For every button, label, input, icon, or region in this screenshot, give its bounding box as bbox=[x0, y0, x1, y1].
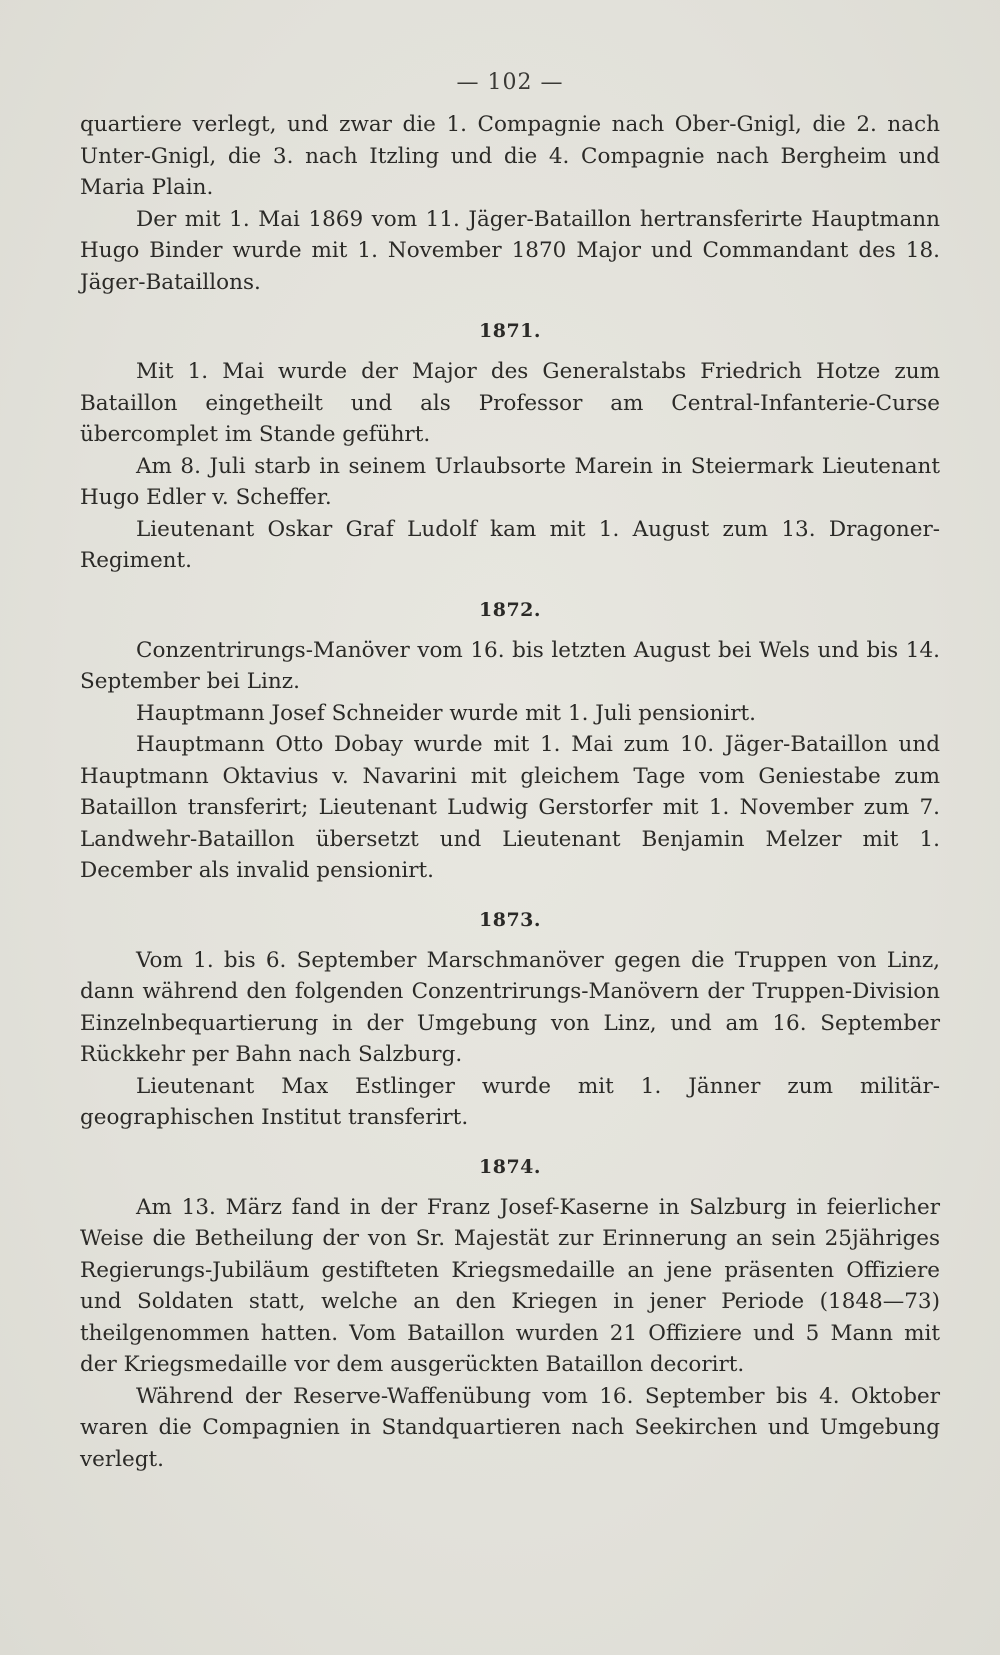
year-heading: 1874. bbox=[479, 1155, 541, 1178]
page-number: — 102 — bbox=[456, 70, 564, 95]
year-heading: 1872. bbox=[479, 598, 541, 621]
year-heading: 1873. bbox=[479, 908, 541, 931]
paragraph: Hauptmann Otto Dobay wurde mit 1. Mai zum 10. Jäger-Bataillon und Hauptmann Oktavius v. Navarini mit gleichem Tage vom Geniestabe zum Bataillon transferirt; Lieutenant Ludwig Gerstorfer mit 1. November zum 7. Landwehr-Bataillon übersetzt und Lieutenant Benjamin Melzer mit 1. December als invalid pensionirt. bbox=[80, 732, 940, 883]
paragraph: Lieutenant Max Estlinger wurde mit 1. Jänner zum militär-geographischen Institut transferirt. bbox=[80, 1073, 940, 1130]
section-1874 bbox=[80, 1156, 940, 1476]
paragraph: Der mit 1. Mai 1869 vom 11. Jäger-Bataillon hertransferirte Hauptmann Hugo Binder wurde mit 1. November 1870 Major und Commandant des 18. Jäger-Bataillons. bbox=[80, 206, 940, 295]
paragraph: Während der Reserve-Waffenübung vom 16. September bis 4. Oktober waren die Compagnien in Standquartieren nach Seekirchen und Umgebung verlegt. bbox=[80, 1383, 940, 1472]
paragraph: Lieutenant Oskar Graf Ludolf kam mit 1. August zum 13. Dragoner-Regiment. bbox=[80, 516, 940, 573]
paragraph: Vom 1. bis 6. September Marschmanöver gegen die Truppen von Linz, dann während den folgenden Conzentrirungs-Manövern der Truppen-Division Einzelnbequartierung in der Umgebung von Linz, und am 16. September Rückkehr per Bahn nach Salzburg. bbox=[80, 947, 940, 1067]
paragraph: quartiere verlegt, und zwar die 1. Compagnie nach Ober-Gnigl, die 2. nach Unter-Gnigl, die 3. nach Itzling und die 4. Compagnie nach Bergheim und Maria Plain. bbox=[80, 112, 940, 200]
paragraph: Am 8. Juli starb in seinem Urlaubsorte Marein in Steiermark Lieutenant Hugo Edler v. Scheffer. bbox=[80, 453, 940, 510]
page-content bbox=[80, 70, 940, 1475]
section-1872 bbox=[80, 599, 940, 887]
section-1871 bbox=[80, 320, 940, 577]
paragraph: Hauptmann Josef Schneider wurde mit 1. Juli pensionirt. bbox=[136, 700, 756, 726]
paragraph: Conzentrirungs-Manöver vom 16. bis letzten August bei Wels und bis 14. September bei Linz. bbox=[80, 637, 940, 694]
paragraph: Mit 1. Mai wurde der Major des Generalstabs Friedrich Hotze zum Bataillon eingetheilt und als Professor am Central-Infanterie-Curse übercomplet im Stande geführt. bbox=[80, 359, 940, 447]
paragraph: Am 13. März fand in der Franz Josef-Kaserne in Salzburg in feierlicher Weise die Betheilung der von Sr. Majestät zur Erinnerung an sein 25jähriges Regierungs-Jubiläum gestifteten Kriegsmedaille an jene präsenten Offiziere und Soldaten statt, welche an den Kriegen in jener Periode (1848—73) theilgenommen hatten. Vom Bataillon wurden 21 Offiziere und 5 Mann mit der Kriegsmedaille vor dem ausgerückten Bataillon decorirt. bbox=[80, 1194, 940, 1377]
section-1873 bbox=[80, 909, 940, 1134]
section-continuation bbox=[80, 109, 940, 298]
year-heading: 1871. bbox=[479, 320, 541, 342]
